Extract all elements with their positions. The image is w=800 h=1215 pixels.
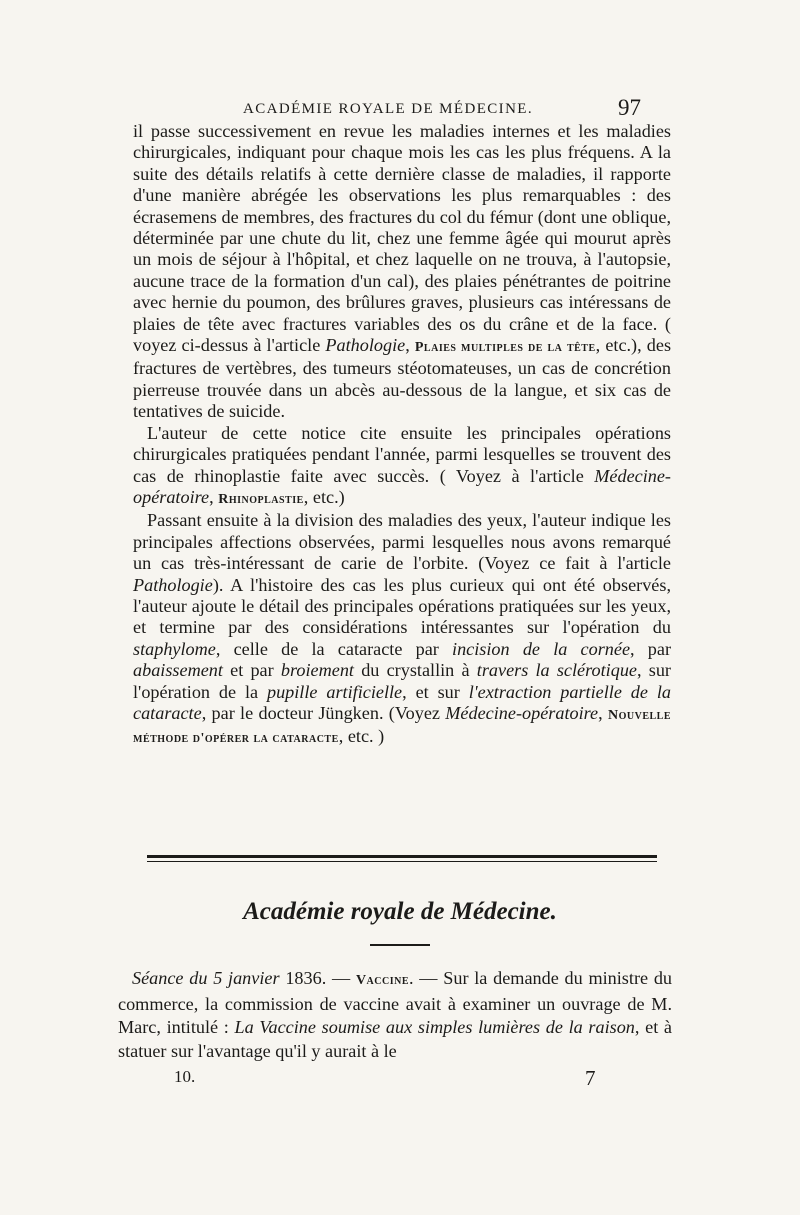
text-run: , sur l'opération de la: [133, 660, 671, 702]
session-paragraph: [118, 967, 672, 1063]
section-divider-thick: [147, 855, 657, 858]
small-caps-run: Plaies multiples de la tête: [414, 340, 596, 356]
small-caps-run: Nouvelle méthode d'opérer la cataracte: [133, 707, 672, 747]
section-title: Académie royale de Médecine.: [243, 898, 557, 925]
text-run: , etc. ): [338, 726, 385, 747]
text-run: , celle de la cataracte par: [215, 638, 453, 659]
text-run: , etc.), des fractures de vertèbres, des tumeurs stéotomateuses, un cas de concrétion pierreuse trouvée dans un abcès au-dessous de la langue, et six cas de tentatives de suicide.: [133, 335, 672, 422]
italic-run: abaissement: [133, 660, 223, 681]
italic-run: Pathologie: [133, 574, 213, 595]
text-run: il passe successivement en revue les maladies internes et les maladies chirurgicales, indiquant pour chaque mois les cas les plus fréquens. A la suite des détails relatifs à cette dernière classe de maladies, il rapporte d'une manière abrégée les observations les plus remarquables : des écrasemens de membres, des fractures du col du fémur (dont une oblique, déterminée par une chute du lit, chez une femme âgée qui mourut après un mois de séjour à l'hôpital, et chez laquelle on ne trouva, à l'autopsie, aucune trace de la formation d'un cal), des plaies pénétrantes de poitrine avec hernie du poumon, des brûlures graves, plusieurs cas intéressans de plaies de tête avec fractures variables des os du crâne et de la face. ( voyez ci-dessus à l'article: [133, 121, 671, 356]
italic-run: Séance du 5 janvier: [132, 968, 280, 988]
text-run: , par le docteur Jüngken. (Voyez: [201, 702, 446, 723]
text-run: . — Sur la demande du ministre du commerce, la commission de vaccine avait à examiner un ouvrage de M. Marc, intitulé :: [118, 968, 673, 1037]
italic-run: staphylome: [133, 638, 216, 659]
text-run: 1836. —: [279, 968, 356, 988]
page-number: 97: [618, 95, 641, 120]
text-run: ). A l'histoire des cas les plus curieux qui ont été observés, l'auteur ajoute le détail des principales opérations pratiquées sur les yeux, et termine par des considérations intéressantes sur l'opération du: [133, 574, 671, 638]
paragraph: [133, 510, 671, 749]
small-caps-run: Vaccine: [355, 973, 409, 988]
italic-run: Médecine-opératoire: [133, 465, 671, 507]
title-underline: [370, 944, 430, 946]
signature-mark: 10.: [174, 1067, 196, 1086]
italic-run: Pathologie: [325, 335, 406, 356]
paragraph: [118, 967, 672, 1063]
italic-run: l'extraction partielle de la cataracte: [133, 681, 671, 723]
text-run: , etc.): [303, 486, 345, 507]
paragraph: [133, 121, 671, 423]
text-run: , et à statuer sur l'avantage qu'il y aurait à le: [118, 1017, 673, 1061]
text-run: L'auteur de cette notice cite ensuite les principales opérations chirurgicales pratiquées pendant l'année, parmi lesquelles se trouvent des cas de rhinoplastie faite avec succès. ( Voyez à l'article: [133, 422, 671, 486]
section-divider-thin: [147, 861, 657, 862]
body-text: [133, 121, 671, 750]
text-run: Passant ensuite à la division des maladies des yeux, l'auteur indique les principales affections observées, parmi lesquelles nous avons remarqué un cas très-intéressant de carie de l'orbite. (Voyez ce fait à l'article: [133, 510, 671, 574]
text-run: , par: [630, 638, 672, 659]
text-run: ,: [405, 335, 415, 356]
text-run: , et sur: [402, 681, 469, 702]
text-run: et par: [222, 660, 281, 681]
italic-run: travers la sclérotique: [476, 660, 637, 681]
text-run: ,: [598, 702, 608, 723]
text-run: du crystallin à: [353, 660, 477, 681]
italic-run: La Vaccine soumise aux simples lumières de la raison: [234, 1017, 635, 1037]
italic-run: Médecine-opératoire: [445, 702, 599, 723]
italic-run: broiement: [280, 660, 354, 681]
italic-run: incision de la cornée: [452, 638, 631, 659]
small-caps-run: Rhinoplastie: [218, 491, 304, 507]
running-head: ACADÉMIE ROYALE DE MÉDECINE.: [243, 101, 534, 117]
italic-run: pupille artificielle: [266, 681, 403, 702]
text-run: ,: [209, 486, 219, 507]
paragraph: [133, 423, 671, 511]
sheet-number: 7: [585, 1066, 596, 1090]
